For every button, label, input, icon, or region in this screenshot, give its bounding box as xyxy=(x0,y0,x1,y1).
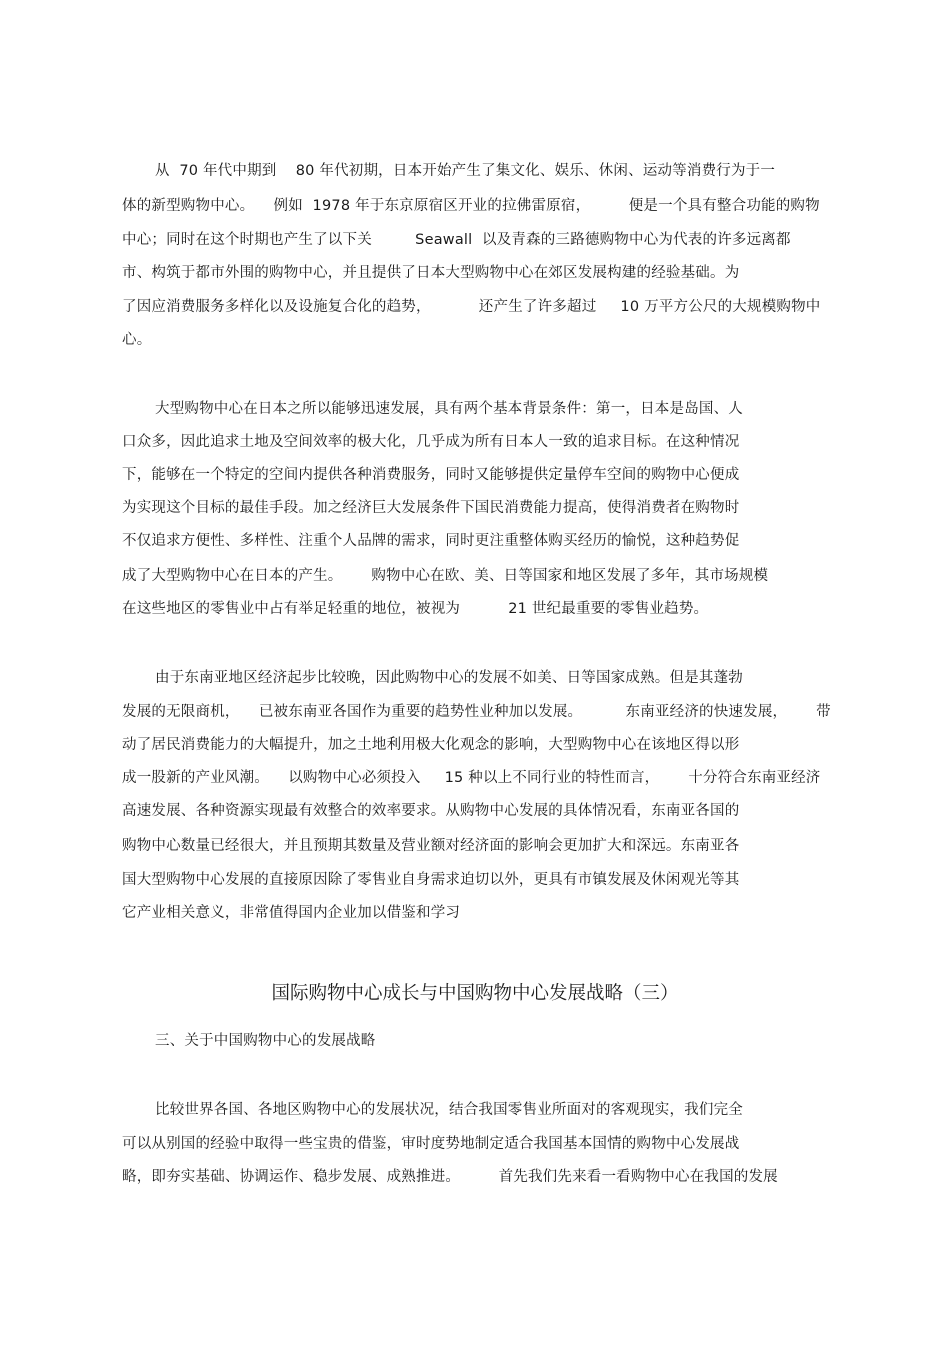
text-line: 心。 xyxy=(122,332,152,348)
text-line: 动了居民消费能力的大幅提升，加之土地利用极大化观念的影响，大型购物中心在该地区得以形 xyxy=(122,737,740,753)
text-line: 市、构筑于都市外围的购物中心，并且提供了日本大型购物中心在郊区发展构建的经验基础。为 xyxy=(122,265,740,281)
text-line: 口众多，因此追求土地及空间效率的极大化，几乎成为所有日本人一致的追求目标。在这种情况 xyxy=(122,434,740,450)
text-line: 从 70 年代中期到 80 年代初期，日本开始产生了集文化、娱乐、休闲、运动等消费行为于一 xyxy=(155,163,776,179)
text-line: 高速发展、各种资源实现最有效整合的效率要求。从购物中心发展的具体情况看，东南亚各国的 xyxy=(122,803,740,819)
text-line: 大型购物中心在日本之所以能够迅速发展，具有两个基本背景条件：第一，日本是岛国、人 xyxy=(155,401,743,417)
text-line: 中心；同时在这个时期也产生了以下关 Seawall 以及青森的三路德购物中心为代表的许多远离都 xyxy=(122,232,791,248)
text-line: 了因应消费服务多样化以及设施复合化的趋势， 还产生了许多超过 10 万平方公尺的大规模购物中 xyxy=(122,299,821,315)
text-line: 下，能够在一个特定的空间内提供各种消费服务，同时又能够提供定量停车空间的购物中心便成 xyxy=(122,467,740,483)
text-line: 略，即夯实基础、协调运作、稳步发展、成熟推进。 首先我们先来看一看购物中心在我国的发展 xyxy=(122,1169,778,1185)
text-line: 体的新型购物中心。 例如 1978 年于东京原宿区开业的拉佛雷原宿， 便是一个具有整合功能的购物 xyxy=(122,198,820,214)
text-line: 由于东南亚地区经济起步比较晚，因此购物中心的发展不如美、日等国家成熟。但是其蓬勃 xyxy=(155,670,743,686)
text-line: 发展的无限商机， 已被东南亚各国作为重要的趋势性业种加以发展。 东南亚经济的快速发展， 带 xyxy=(122,704,831,720)
text-line: 在这些地区的零售业中占有举足轻重的地位，被视为 21 世纪最重要的零售业趋势。 xyxy=(122,601,709,617)
text-line: 购物中心数量已经很大，并且预期其数量及营业额对经济面的影响会更加扩大和深远。东南亚各 xyxy=(122,838,740,854)
text-line: 成了大型购物中心在日本的产生。 购物中心在欧、美、日等国家和地区发展了多年，其市场规模 xyxy=(122,568,769,584)
section-title: 国际购物中心成长与中国购物中心发展战略（三） xyxy=(271,983,679,1004)
text-line: 成一股新的产业风潮。 以购物中心必须投入 15 种以上不同行业的特性而言， 十分符合东南亚经济 xyxy=(122,770,821,786)
text-line: 它产业相关意义，非常值得国内企业加以借鉴和学习 xyxy=(122,905,461,921)
text-line: 比较世界各国、各地区购物中心的发展状况，结合我国零售业所面对的客观现实，我们完全 xyxy=(155,1102,743,1118)
text-line: 国大型购物中心发展的直接原因除了零售业自身需求迫切以外，更具有市镇发展及休闲观光等其 xyxy=(122,872,740,888)
text-line: 为实现这个目标的最佳手段。加之经济巨大发展条件下国民消费能力提高，使得消费者在购物时 xyxy=(122,500,740,516)
text-line: 可以从别国的经验中取得一些宝贵的借鉴，审时度势地制定适合我国基本国情的购物中心发展战 xyxy=(122,1136,740,1152)
text-line: 不仅追求方便性、多样性、注重个人品牌的需求，同时更注重整体购买经历的愉悦，这种趋势促 xyxy=(122,533,740,549)
subsection-heading: 三、关于中国购物中心的发展战略 xyxy=(155,1033,376,1049)
